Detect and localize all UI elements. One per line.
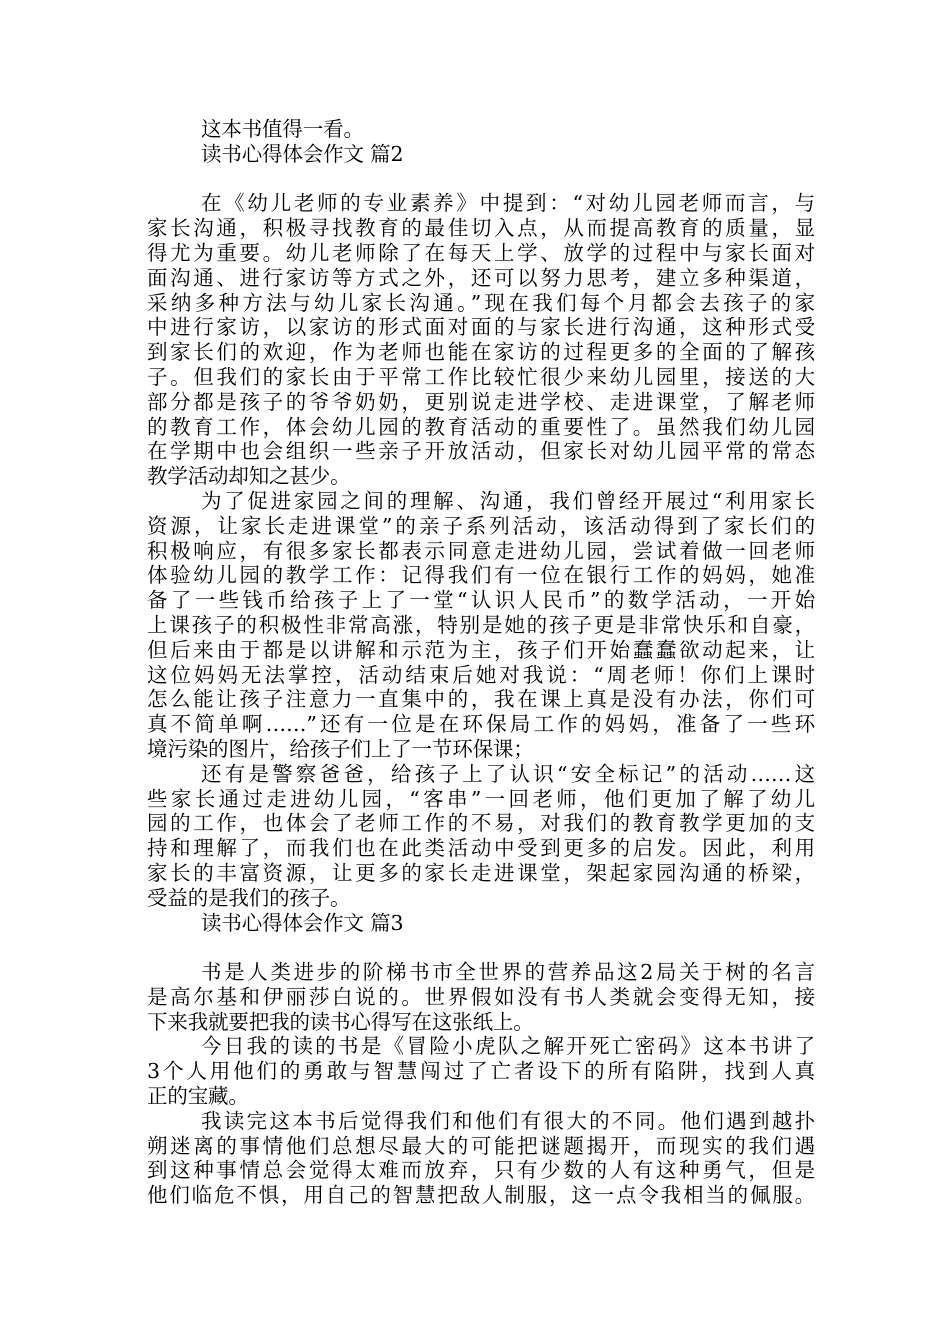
blank-line (147, 935, 815, 960)
text-line: 中进行家访，以家访的形式面对面的与家长进行沟通，这种形式受 (147, 315, 815, 340)
text-line: 怎么能让孩子注意力一直集中的，我在课上真是没有办法，你们可 (147, 687, 815, 712)
text-line: 持和理解了，而我们也在此类活动中受到更多的启发。因此，利用 (147, 836, 815, 861)
text-line: 教学活动却知之甚少。 (147, 464, 351, 489)
text-line: 子。但我们的家长由于平常工作比较忙很少来幼儿园里，接送的大 (147, 364, 815, 389)
text-line: 采纳多种方法与幼儿家长沟通。”现在我们每个月都会去孩子的家 (147, 290, 815, 315)
text-line: 积极响应，有很多家长都表示同意走进幼儿园，尝试着做一回老师 (147, 538, 815, 563)
text-line: 但后来由于都是以讲解和示范为主，孩子们开始蠢蠢欲动起来，让 (147, 637, 815, 662)
text-line: 得尤为重要。幼儿老师除了在每天上学、放学的过程中与家长面对 (147, 240, 815, 265)
text-line: 下来我就要把我的读书心得写在这张纸上。 (147, 1009, 534, 1034)
text-line: 是高尔基和伊丽莎白说的。世界假如没有书人类就会变得无知，接 (147, 984, 815, 1009)
blank-line (147, 167, 815, 192)
text-line: 园的工作，也体会了老师工作的不易，对我们的教育教学更加的支 (147, 811, 815, 836)
text-line: 这本书值得一看。 (201, 117, 364, 141)
text-line: 境污染的图片，给孩子们上了一节环保课； (147, 736, 534, 761)
text-line: 真不简单啊……”还有一位是在环保局工作的妈妈，准备了一些环 (147, 712, 815, 737)
text-line: 家长沟通，积极寻找教育的最佳切入点，从而提高教育的质量，显 (147, 216, 815, 241)
text-line: 受益的是我们的孩子。 (147, 885, 351, 910)
text-line: 还有是警察爸爸，给孩子上了认识“安全标记”的活动……这 (201, 761, 815, 786)
text-line: 正的宝藏。 (147, 1084, 249, 1109)
text-line: 到这种事情总会觉得太难而放弃，只有少数的人有这种勇气，但是 (147, 1158, 815, 1183)
section-heading: 读书心得体会作文 篇2 (201, 141, 404, 166)
text-line: 在《幼儿老师的专业素养》中提到：“对幼儿园老师而言，与 (201, 191, 815, 216)
text-line: 为了促进家园之间的理解、沟通，我们曾经开展过“利用家长 (201, 488, 815, 513)
section-heading: 读书心得体会作文 篇3 (201, 910, 404, 935)
document-body (147, 117, 815, 1208)
text-line: 部分都是孩子的爷爷奶奶，更别说走进学校、走进课堂，了解老师 (147, 389, 815, 414)
text-line: 体验幼儿园的教学工作：记得我们有一位在银行工作的妈妈，她准 (147, 563, 815, 588)
text-line: 上课孩子的积极性非常高涨，特别是她的孩子更是非常快乐和自豪， (147, 612, 815, 637)
text-line: 些家长通过走进幼儿园，“客串”一回老师，他们更加了解了幼儿 (147, 786, 815, 811)
text-line: 书是人类进步的阶梯书市全世界的营养品这2局关于树的名言 (201, 960, 815, 985)
text-line: 的教育工作，体会幼儿园的教育活动的重要性了。虽然我们幼儿园 (147, 414, 815, 439)
text-line: 在学期中也会组织一些亲子开放活动，但家长对幼儿园平常的常态 (147, 439, 815, 464)
text-line: 面沟通、进行家访等方式之外，还可以努力思考，建立多种渠道， (147, 265, 815, 290)
text-line: 这位妈妈无法掌控，活动结束后她对我说：“周老师！你们上课时 (147, 662, 815, 687)
text-line: 到家长们的欢迎，作为老师也能在家访的过程更多的全面的了解孩 (147, 340, 815, 365)
text-line: 资源，让家长走进课堂”的亲子系列活动，该活动得到了家长们的 (147, 513, 815, 538)
text-line: 他们临危不惧，用自己的智慧把敌人制服，这一点令我相当的佩服。 (147, 1183, 815, 1208)
text-line: 备了一些钱币给孩子上了一堂“认识人民币”的数学活动，一开始 (147, 588, 815, 613)
text-line: 我读完这本书后觉得我们和他们有很大的不同。他们遇到越扑 (201, 1108, 815, 1133)
text-line: 3个人用他们的勇敢与智慧闯过了亡者设下的所有陷阱，找到人真 (147, 1059, 815, 1084)
text-line: 家长的丰富资源，让更多的家长走进课堂，架起家园沟通的桥梁， (147, 860, 815, 885)
text-line: 朔迷离的事情他们总想尽最大的可能把谜题揭开，而现实的我们遇 (147, 1133, 815, 1158)
text-line: 今日我的读的书是《冒险小虎队之解开死亡密码》这本书讲了 (201, 1034, 815, 1059)
